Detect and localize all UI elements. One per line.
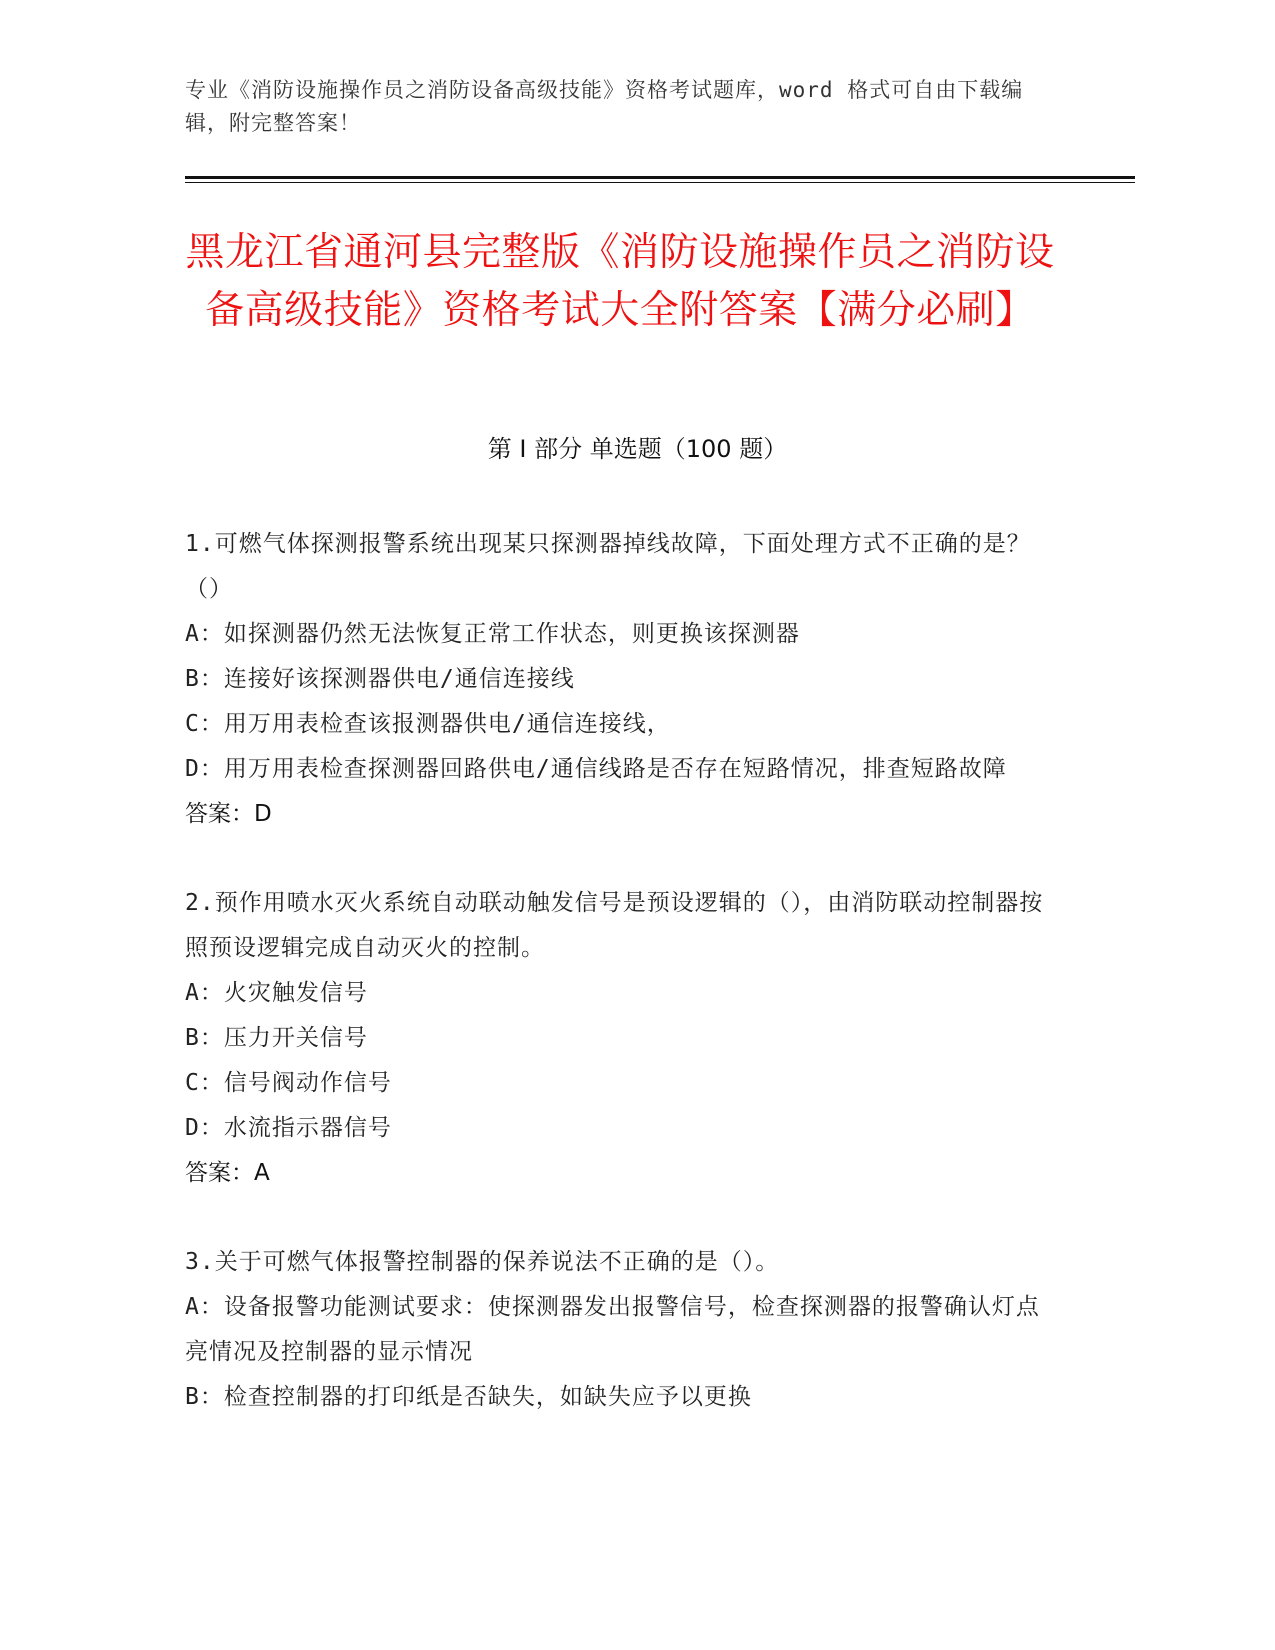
section-heading: 第 I 部分 单选题（100 题） [487, 435, 788, 463]
option-c: C：信号阀动作信号 [185, 1070, 392, 1096]
answer-line: 答案：A [185, 1160, 270, 1186]
question-stem: 2.预作用喷水灭火系统自动联动触发信号是预设逻辑的（），由消防联动控制器按照预设逻辑完成自动灭火的控制。 [185, 890, 1044, 961]
question-list [185, 522, 1060, 1464]
option-a: A：如探测器仍然无法恢复正常工作状态，则更换该探测器 [185, 621, 800, 647]
answer-line: 答案：D [185, 801, 272, 827]
option-b: B：压力开关信号 [185, 1025, 368, 1051]
header-note: 专业《消防设施操作员之消防设备高级技能》资格考试题库，word 格式可自由下载编辑，附完整答案！ [185, 78, 1024, 135]
option-b: B：检查控制器的打印纸是否缺失，如缺失应予以更换 [185, 1384, 752, 1410]
option-b: B：连接好该探测器供电/通信连接线 [185, 666, 575, 692]
question-stem: 3.关于可燃气体报警控制器的保养说法不正确的是（）。 [185, 1249, 780, 1275]
header-divider-thick [185, 176, 1135, 179]
question-stem: 1.可燃气体探测报警系统出现某只探测器掉线故障，下面处理方式不正确的是？（） [185, 531, 1031, 602]
option-a: A：设备报警功能测试要求：使探测器发出报警信号，检查探测器的报警确认灯点亮情况及控制器的显示情况 [185, 1294, 1040, 1365]
header-divider-thin [185, 182, 1135, 183]
question-3 [185, 1240, 1060, 1420]
option-d: D：水流指示器信号 [185, 1115, 392, 1141]
question-2 [185, 881, 1060, 1196]
document-title: 黑龙江省通河县完整版《消防设施操作员之消防设备高级技能》资格考试大全附答案【满分必刷】 [185, 230, 1055, 333]
option-a: A：火灾触发信号 [185, 980, 368, 1006]
option-c: C：用万用表检查该报测器供电/通信连接线， [185, 711, 671, 737]
option-d: D：用万用表检查探测器回路供电/通信线路是否存在短路情况，排查短路故障 [185, 756, 1007, 782]
question-1 [185, 522, 1060, 837]
